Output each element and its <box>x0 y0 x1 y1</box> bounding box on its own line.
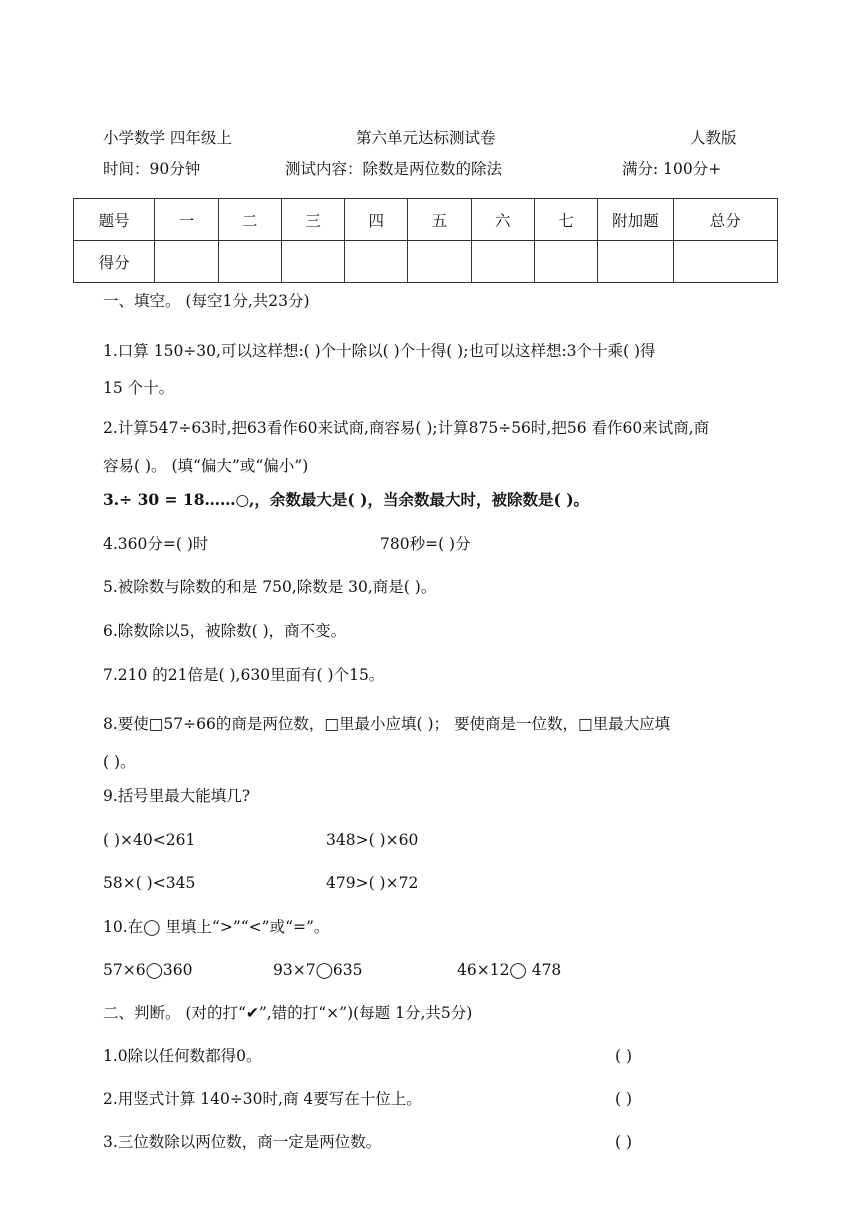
question-7: 7.210 的21倍是( ),630里面有( )个15。 <box>103 666 385 684</box>
question-1-line2: 15 个十。 <box>103 379 175 397</box>
score-table <box>73 198 778 283</box>
question-9: 9.括号里最大能填几? <box>103 787 251 805</box>
question-10a: 57×6◯360 <box>103 961 193 979</box>
table-header-cell: 五 <box>408 199 471 241</box>
table-header-cell: 四 <box>345 199 408 241</box>
question-2-line2: 容易( )。 (填“偏大”或“偏小”) <box>103 457 309 475</box>
full-score: 满分: 100分+ <box>622 160 722 178</box>
score-row-label: 得分 <box>74 241 155 283</box>
score-cell[interactable] <box>673 241 777 283</box>
question-3: 3.÷ 30 = 18……○,，余数最大是( )，当余数最大时，被除数是( )。 <box>103 490 590 509</box>
question-4b: 780秒=( )分 <box>380 535 471 553</box>
score-cell[interactable] <box>155 241 218 283</box>
score-cell[interactable] <box>471 241 534 283</box>
question-9c: 58×( )<345 <box>103 874 196 892</box>
question-6: 6.除数除以5，被除数( )，商不变。 <box>103 622 347 640</box>
table-header-cell: 题号 <box>74 199 155 241</box>
question-1-line1: 1.口算 150÷30,可以这样想:( )个十除以( )个十得( );也可以这样想:3个十乘( )得 <box>103 342 656 360</box>
question-10c: 46×12◯ 478 <box>457 961 562 979</box>
exam-time: 时间：90分钟 <box>103 160 201 178</box>
score-cell[interactable] <box>345 241 408 283</box>
table-header-cell: 七 <box>534 199 597 241</box>
question-8-line2: ( )。 <box>103 753 136 771</box>
table-header-cell: 六 <box>471 199 534 241</box>
edition-label: 人教版 <box>690 129 737 147</box>
table-header-cell: 二 <box>218 199 281 241</box>
test-content: 测试内容：除数是两位数的除法 <box>285 160 503 178</box>
judgement-item-3: 3.三位数除以两位数，商一定是两位数。 <box>103 1133 382 1151</box>
score-cell[interactable] <box>218 241 281 283</box>
score-table-score-row <box>74 241 778 283</box>
question-9b: 348>( )×60 <box>326 831 419 849</box>
question-10b: 93×7◯635 <box>273 961 363 979</box>
question-5: 5.被除数与除数的和是 750,除数是 30,商是( )。 <box>103 578 437 596</box>
score-cell[interactable] <box>281 241 344 283</box>
question-4a: 4.360分=( )时 <box>103 535 209 553</box>
question-9d: 479>( )×72 <box>326 874 419 892</box>
question-2-line1: 2.计算547÷63时,把63看作60来试商,商容易( );计算875÷56时,把56 看作60来试商,商 <box>103 419 710 437</box>
judgement-item-1: 1.0除以任何数都得0。 <box>103 1047 262 1065</box>
table-header-cell: 附加题 <box>598 199 673 241</box>
question-8-line1: 8.要使□57÷66的商是两位数，□里最小应填( )； 要使商是一位数，□里最大应填 <box>103 715 671 733</box>
section1-title: 一、填空。 (每空1分,共23分) <box>103 292 310 310</box>
judgement-answer-2[interactable]: ( ) <box>615 1090 633 1108</box>
score-cell[interactable] <box>408 241 471 283</box>
judgement-answer-3[interactable]: ( ) <box>615 1133 633 1151</box>
table-header-cell: 总分 <box>673 199 777 241</box>
score-table-header-row <box>74 199 778 241</box>
score-cell[interactable] <box>598 241 673 283</box>
table-header-cell: 一 <box>155 199 218 241</box>
judgement-item-2: 2.用竖式计算 140÷30时,商 4要写在十位上。 <box>103 1090 422 1108</box>
judgement-answer-1[interactable]: ( ) <box>615 1047 633 1065</box>
question-9a: ( )×40<261 <box>103 831 196 849</box>
table-header-cell: 三 <box>281 199 344 241</box>
section2-title: 二、判断。 (对的打“✔”,错的打“×”)(每题 1分,共5分) <box>103 1004 473 1022</box>
question-10: 10.在◯ 里填上“>”“<”或“=”。 <box>103 918 330 936</box>
exam-title: 第六单元达标测试卷 <box>356 129 496 147</box>
subject-grade: 小学数学 四年级上 <box>103 129 232 147</box>
score-cell[interactable] <box>534 241 597 283</box>
